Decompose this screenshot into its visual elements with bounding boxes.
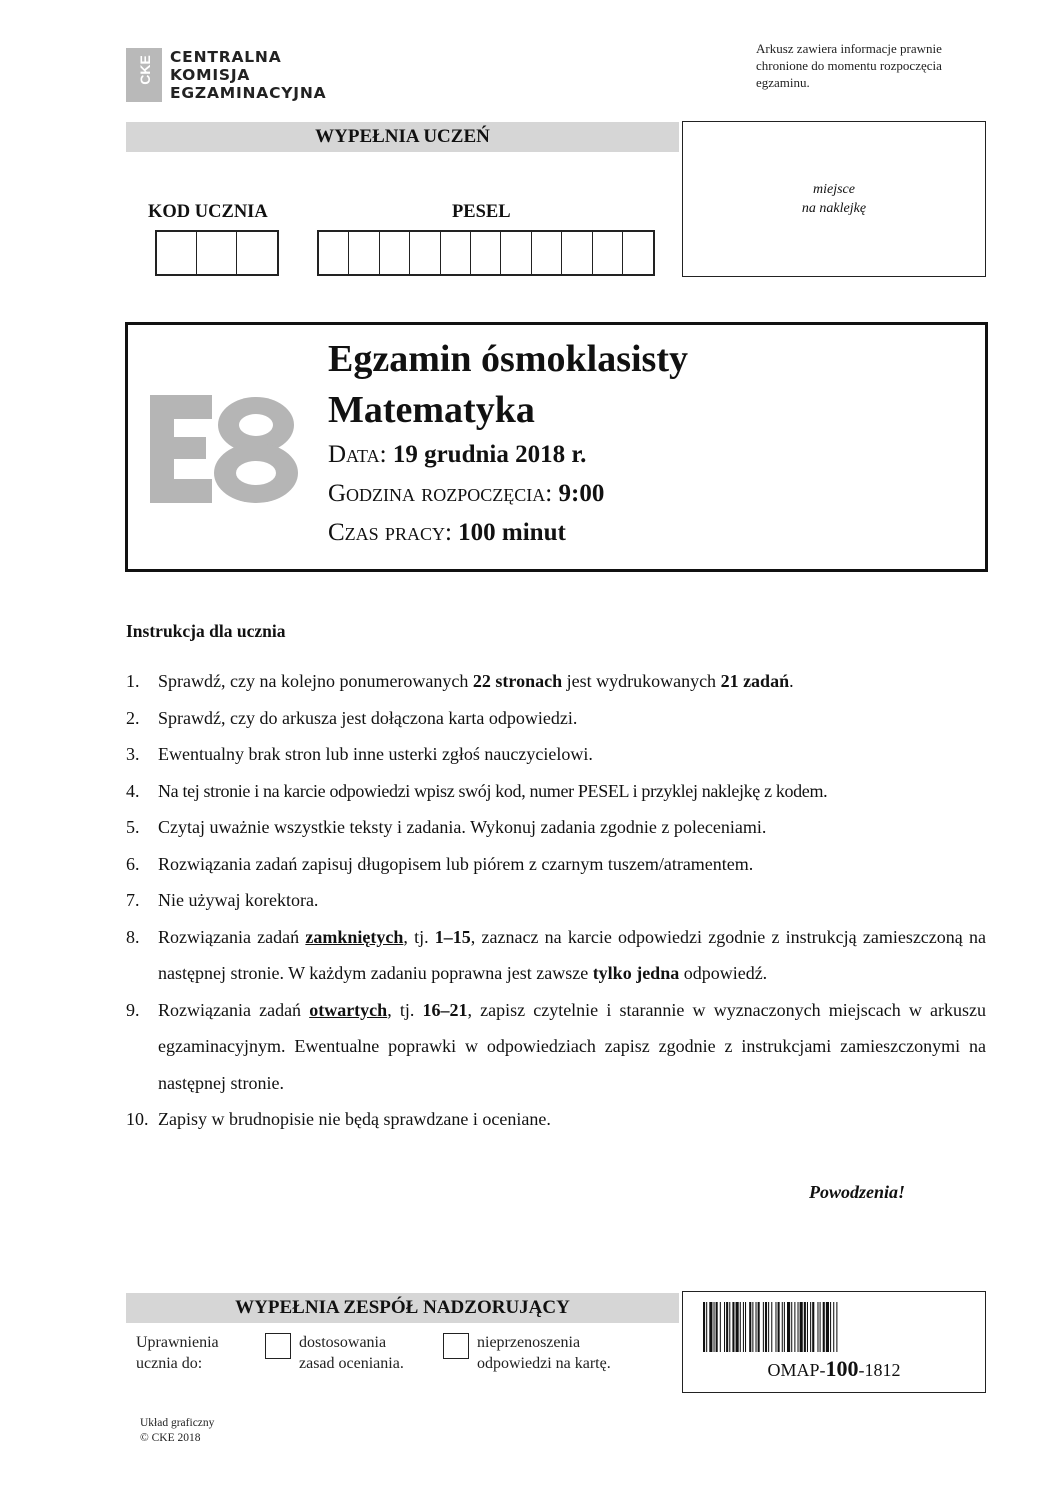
barcode-bar xyxy=(784,1302,785,1352)
supervisors-section-header: WYPEŁNIA ZESPÓŁ NADZORUJĄCY xyxy=(126,1293,679,1323)
barcode-icon xyxy=(703,1302,965,1352)
pesel-label: PESEL xyxy=(452,202,511,222)
barcode-bar xyxy=(736,1302,739,1352)
barcode-bar xyxy=(726,1302,728,1352)
list-item: 9. Rozwiązania zadań otwartych, tj. 16–21, zapisz czytelnie i starannie w wyznaczonych miejscach w arkuszu egzaminacyjnym. Ewentualne poprawki w odpowiedziach zapisz zgodnie z instrukcjami zamieszczonymi na następnej stronie. xyxy=(126,999,986,1093)
barcode-bar xyxy=(817,1302,818,1352)
instructions-title: Instrukcja dla ucznia xyxy=(126,621,286,641)
list-item: 7. Nie używaj korektora. xyxy=(126,890,319,910)
sticker-area: miejsce na naklejkę xyxy=(682,121,986,277)
exam-title: Egzamin ósmoklasisty xyxy=(328,338,688,380)
closing-note: Powodzenia! xyxy=(809,1182,906,1202)
barcode-bar xyxy=(714,1302,715,1352)
barcode-bar xyxy=(706,1302,707,1352)
list-item: 4. Na tej stronie i na karcie odpowiedzi wpisz swój kod, numer PESEL i przyklej naklejkę z kodem. xyxy=(126,780,828,801)
barcode-bar xyxy=(775,1302,776,1352)
exam-duration: Czas pracy: 100 minut xyxy=(328,519,566,546)
list-item: 1. Sprawdź, czy na kolejno ponumerowanych 22 stronach jest wydrukowanych 21 zadań. xyxy=(126,671,794,691)
barcode-bar xyxy=(804,1302,806,1352)
barcode-bar xyxy=(810,1302,811,1352)
barcode-bar xyxy=(768,1302,769,1352)
barcode-bar xyxy=(732,1302,734,1352)
barcode-bar xyxy=(752,1302,753,1352)
list-item: 10. Zapisy w brudnopisie nie będą sprawdzane i oceniane. xyxy=(126,1109,551,1129)
list-item: 8. Rozwiązania zadań zamkniętych, tj. 1–15, zaznacz na karcie odpowiedzi zgodnie z instrukcją zamieszczoną na następnej stronie. W każdym zadaniu poprawna jest zawsze tylko jedna odpowiedź. xyxy=(126,926,986,983)
barcode-bar xyxy=(778,1302,780,1352)
no-transfer-checkbox[interactable] xyxy=(443,1333,469,1359)
student-code-boxes[interactable] xyxy=(155,230,279,276)
barcode-bar xyxy=(823,1302,825,1352)
list-item: 3. Ewentualny brak stron lub inne usterki zgłoś nauczycielowi. xyxy=(126,744,593,764)
instructions-list xyxy=(126,663,986,1138)
barcode-bar xyxy=(703,1302,705,1352)
exam-subject: Matematyka xyxy=(328,389,535,431)
list-item: 5. Czytaj uważnie wszystkie teksty i zadania. Wykonuj zadania zgodnie z poleceniami. xyxy=(126,817,767,837)
barcode-bar xyxy=(758,1302,760,1352)
adapted-grading-label: dostosowania zasad oceniania. xyxy=(299,1334,404,1372)
entitlements-label: Uprawnienia ucznia do: xyxy=(136,1334,219,1372)
cke-logo xyxy=(126,48,326,102)
exam-start-time: Godzina rozpoczęcia: 9:00 xyxy=(328,480,605,507)
barcode-bar xyxy=(749,1302,751,1352)
cke-logo-text: CENTRALNA KOMISJA EGZAMINACYJNA xyxy=(170,48,327,102)
student-section-header: WYPEŁNIA UCZEŃ xyxy=(126,122,679,152)
no-transfer-label: nieprzenoszenia odpowiedzi na kartę. xyxy=(477,1334,611,1372)
barcode-bar xyxy=(830,1302,831,1352)
barcode-bar xyxy=(791,1302,792,1352)
pesel-boxes[interactable] xyxy=(317,230,655,276)
barcode-bar xyxy=(743,1302,744,1352)
barcode-bar xyxy=(765,1302,767,1352)
barcode-bar xyxy=(729,1302,730,1352)
barcode-bar xyxy=(798,1302,799,1352)
barcode-bar xyxy=(724,1302,725,1352)
barcode-bar xyxy=(771,1302,772,1352)
barcode-bar xyxy=(812,1302,814,1352)
barcode-bar xyxy=(794,1302,795,1352)
legal-notice: Arkusz zawiera informacje prawnie chronione do momentu rozpoczęcia egzaminu. xyxy=(756,41,942,90)
barcode-box xyxy=(682,1291,986,1393)
barcode-bar xyxy=(807,1302,808,1352)
barcode-bar xyxy=(720,1302,721,1352)
list-item: 6. Rozwiązania zadań zapisuj długopisem lub piórem z czarnym tuszem/atramentem. xyxy=(126,853,754,874)
exam-date: Data: 19 grudnia 2018 r. xyxy=(328,441,587,468)
sheet-code: OMAP-100-1812 xyxy=(767,1356,901,1381)
barcode-bar xyxy=(745,1302,746,1352)
barcode-bar xyxy=(833,1302,834,1352)
adapted-grading-checkbox[interactable] xyxy=(265,1333,291,1359)
barcode-bar xyxy=(826,1302,829,1352)
student-code-label: KOD UCZNIA xyxy=(148,202,268,222)
barcode-bar xyxy=(787,1302,790,1352)
barcode-bar xyxy=(740,1302,741,1352)
barcode-bar xyxy=(820,1302,821,1352)
barcode-bar xyxy=(756,1302,757,1352)
barcode-bar xyxy=(800,1302,803,1352)
list-item: 2. Sprawdź, czy do arkusza jest dołączona karta odpowiedzi. xyxy=(126,707,578,728)
barcode-bar xyxy=(716,1302,718,1352)
barcode-bar xyxy=(782,1302,783,1352)
cke-logo-mark: CKE xyxy=(126,48,162,102)
barcode-bar xyxy=(763,1302,764,1352)
footer-credit: Układ graficzny © CKE 2018 xyxy=(140,1417,215,1444)
exam-title-box xyxy=(125,322,988,572)
e8-logo-icon xyxy=(150,395,300,503)
barcode-bar xyxy=(836,1302,837,1352)
barcode-bar xyxy=(709,1302,712,1352)
